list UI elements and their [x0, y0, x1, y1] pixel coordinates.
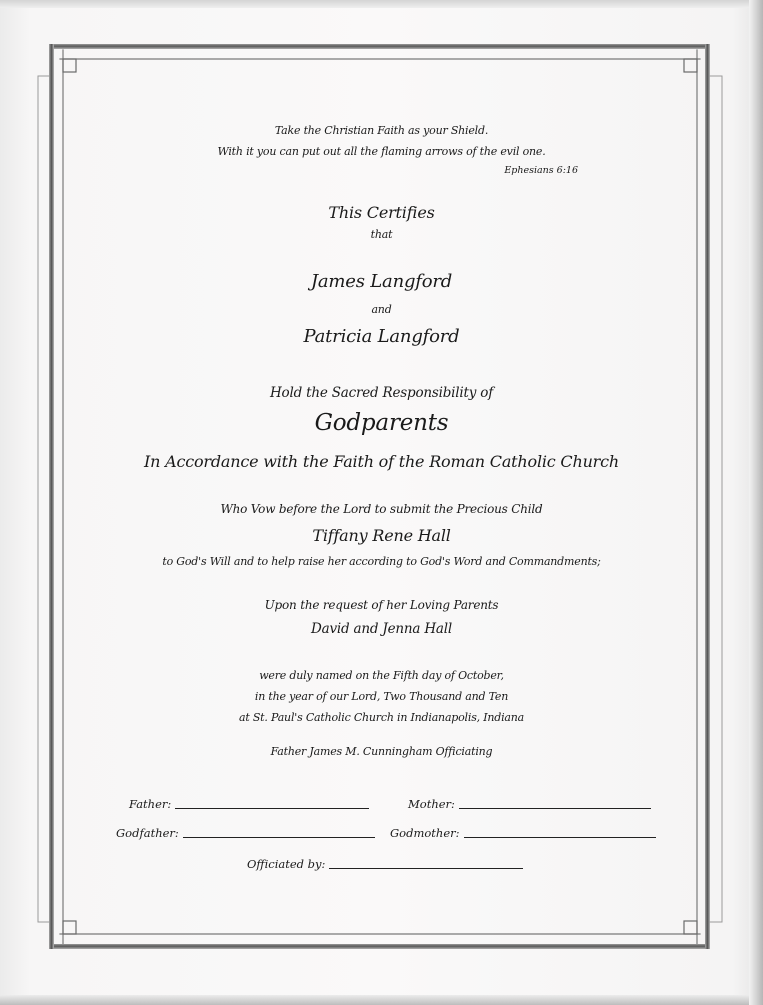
godmother-signature-line[interactable] — [464, 836, 656, 838]
child-name: Tiffany Rene Hall — [312, 526, 451, 545]
commitment-line: to God's Will and to help raise her according to God's Word and Commandments; — [162, 555, 601, 568]
ceremony-officiant: Father James M. Cunningham Officiating — [270, 745, 493, 758]
ceremony-place: at St. Paul's Catholic Church in Indianapolis, Indiana — [238, 711, 525, 724]
verse-line-2: With it you can put out all the flaming arrows of the evil one. — [217, 145, 546, 158]
mother-signature-label: Mother: — [408, 797, 455, 811]
names-and: and — [371, 303, 392, 316]
godmother-name: Patricia Langford — [303, 326, 460, 347]
verse-line-1: Take the Christian Faith as your Shield. — [274, 124, 489, 137]
verse-citation: Ephesians 6:16 — [504, 165, 578, 176]
godmother-signature-label: Godmother: — [390, 826, 460, 840]
godfather-signature-field[interactable] — [116, 826, 375, 840]
father-signature-line[interactable] — [175, 807, 369, 809]
mother-signature-line[interactable] — [459, 807, 651, 809]
page-bottom-edge — [0, 995, 763, 1005]
officiated-signature-field[interactable] — [247, 857, 523, 871]
godmother-signature-field[interactable] — [390, 826, 656, 840]
godfather-signature-line[interactable] — [183, 836, 375, 838]
role-title: Godparents — [314, 410, 449, 436]
parents-request: Upon the request of her Loving Parents — [264, 598, 499, 612]
mother-signature-field[interactable] — [408, 797, 651, 811]
certifies-heading: This Certifies — [328, 203, 435, 222]
vow-line: Who Vow before the Lord to submit the Precious Child — [220, 502, 543, 516]
officiated-signature-label: Officiated by: — [247, 857, 326, 871]
father-signature-label: Father: — [129, 797, 172, 811]
accordance-line: In Accordance with the Faith of the Roman Catholic Church — [144, 452, 619, 471]
father-signature-field[interactable] — [129, 797, 369, 811]
certifies-that: that — [370, 228, 393, 241]
parents-names: David and Jenna Hall — [310, 621, 452, 637]
officiated-signature-line[interactable] — [329, 867, 523, 869]
godfather-signature-label: Godfather: — [116, 826, 179, 840]
godfather-name: James Langford — [310, 271, 453, 292]
responsibility-intro: Hold the Sacred Responsibility of — [269, 385, 494, 401]
ceremony-year: in the year of our Lord, Two Thousand and Ten — [254, 690, 509, 703]
ceremony-date: were duly named on the Fifth day of October, — [259, 669, 504, 682]
